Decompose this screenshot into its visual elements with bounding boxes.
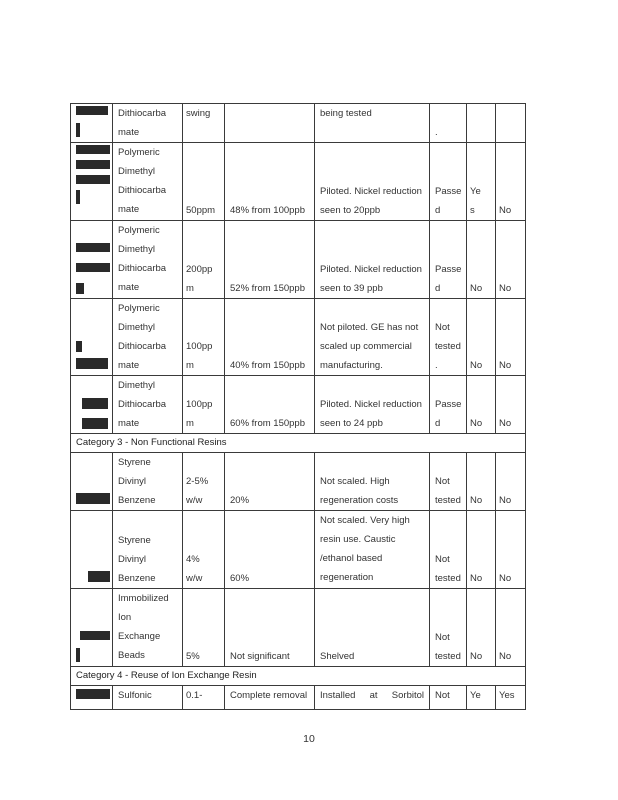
tested-cell: Not tested (430, 511, 467, 589)
tested-cell: Not tested . (430, 299, 467, 376)
redaction-bar (82, 398, 108, 409)
dose-cell: 200pp m (183, 221, 225, 299)
redaction-bar (82, 418, 108, 429)
category-row (71, 667, 526, 686)
col6-cell: No (467, 589, 496, 667)
dose-cell: swing (183, 104, 225, 143)
redaction-bar (76, 283, 84, 294)
table-row (71, 686, 526, 710)
removal-cell: 20% (225, 453, 315, 511)
chemistry-cell: Dimethyl Dithiocarba mate (113, 376, 183, 434)
table-row (71, 221, 526, 299)
redacted-cell (71, 511, 113, 589)
chemistry-cell: Dithiocarba mate (113, 104, 183, 143)
notes-cell: Not scaled. High regeneration costs (315, 453, 430, 511)
removal-cell: 48% from 100ppb (225, 143, 315, 221)
removal-cell: 60% from 150ppb (225, 376, 315, 434)
notes-cell: Piloted. Nickel reduction seen to 39 ppb (315, 221, 430, 299)
notes-cell: Piloted. Nickel reduction seen to 20ppb (315, 143, 430, 221)
redaction-bar (76, 190, 80, 204)
notes-cell: Not scaled. Very high resin use. Caustic /ethanol based regeneration (315, 511, 430, 589)
col7-cell: Yes (496, 686, 526, 710)
redaction-bar (76, 493, 110, 504)
tested-cell: Passe d (430, 376, 467, 434)
table-row (71, 589, 526, 667)
redacted-cell (71, 299, 113, 376)
removal-cell: 40% from 150ppb (225, 299, 315, 376)
redaction-bar (76, 358, 108, 369)
table-row (71, 511, 526, 589)
category-header: Category 3 - Non Functional Resins (71, 434, 526, 453)
notes-cell: Shelved (315, 589, 430, 667)
col6-cell: No (467, 376, 496, 434)
table-row (71, 143, 526, 221)
tested-cell: Not tested (430, 589, 467, 667)
col6-cell: No (467, 511, 496, 589)
tested-cell: Passe d (430, 221, 467, 299)
col7-cell: No (496, 589, 526, 667)
redaction-bar (76, 106, 108, 115)
col7-cell: No (496, 376, 526, 434)
redaction-bar (76, 341, 82, 352)
redaction-bar (76, 243, 110, 252)
chemistry-cell: Styrene Divinyl Benzene (113, 453, 183, 511)
redacted-cell (71, 376, 113, 434)
table-row (71, 299, 526, 376)
col6-cell: No (467, 221, 496, 299)
redaction-bar (76, 263, 110, 272)
col7-cell: No (496, 511, 526, 589)
chemistry-cell: Polymeric Dimethyl Dithiocarba mate (113, 143, 183, 221)
chemistry-cell: Sulfonic (113, 686, 183, 710)
tested-cell: Not (430, 686, 467, 710)
chemistry-cell: Styrene Divinyl Benzene (113, 511, 183, 589)
dose-cell: 50ppm (183, 143, 225, 221)
col6-cell: No (467, 453, 496, 511)
redaction-bar (80, 631, 110, 640)
table-row (71, 376, 526, 434)
category-row (71, 434, 526, 453)
dose-cell: 100pp m (183, 376, 225, 434)
col6-cell: Ye s (467, 143, 496, 221)
col6-cell: No (467, 299, 496, 376)
notes-cell: being tested (315, 104, 430, 143)
redacted-cell (71, 453, 113, 511)
page-number: 10 (303, 733, 315, 745)
col7-cell (496, 104, 526, 143)
notes-cell: Piloted. Nickel reduction seen to 24 ppb (315, 376, 430, 434)
redaction-bar (76, 689, 110, 699)
col7-cell: No (496, 221, 526, 299)
notes-cell: Installed at Sorbitol (315, 686, 430, 710)
redaction-bar (76, 648, 80, 662)
redaction-bar (88, 571, 110, 582)
redacted-cell (71, 104, 113, 143)
dose-cell: 100pp m (183, 299, 225, 376)
removal-cell (225, 104, 315, 143)
tested-cell: . (430, 104, 467, 143)
chemistry-cell: Polymeric Dimethyl Dithiocarba mate (113, 299, 183, 376)
col7-cell: No (496, 143, 526, 221)
table-row (71, 453, 526, 511)
tested-cell: Not tested (430, 453, 467, 511)
redaction-bar (76, 175, 110, 184)
notes-cell: Not piloted. GE has not scaled up commercial manufacturing. (315, 299, 430, 376)
redacted-cell (71, 686, 113, 710)
col6-cell (467, 104, 496, 143)
table-row (71, 104, 526, 143)
redaction-bar (76, 123, 80, 137)
removal-cell: 60% (225, 511, 315, 589)
dose-cell: 2-5% w/w (183, 453, 225, 511)
dose-cell: 5% (183, 589, 225, 667)
redacted-cell (71, 221, 113, 299)
removal-cell: 52% from 150ppb (225, 221, 315, 299)
chemistry-cell: Polymeric Dimethyl Dithiocarba mate (113, 221, 183, 299)
redaction-bar (76, 145, 110, 154)
removal-cell: Complete removal (225, 686, 315, 710)
technology-table (70, 103, 526, 710)
redacted-cell (71, 143, 113, 221)
removal-cell: Not significant (225, 589, 315, 667)
col7-cell: No (496, 453, 526, 511)
col7-cell: No (496, 299, 526, 376)
redaction-bar (76, 160, 110, 169)
col6-cell: Ye (467, 686, 496, 710)
tested-cell: Passe d (430, 143, 467, 221)
redacted-cell (71, 589, 113, 667)
chemistry-cell: Immobilized Ion Exchange Beads (113, 589, 183, 667)
category-header: Category 4 - Reuse of Ion Exchange Resin (71, 667, 526, 686)
dose-cell: 0.1- (183, 686, 225, 710)
dose-cell: 4% w/w (183, 511, 225, 589)
